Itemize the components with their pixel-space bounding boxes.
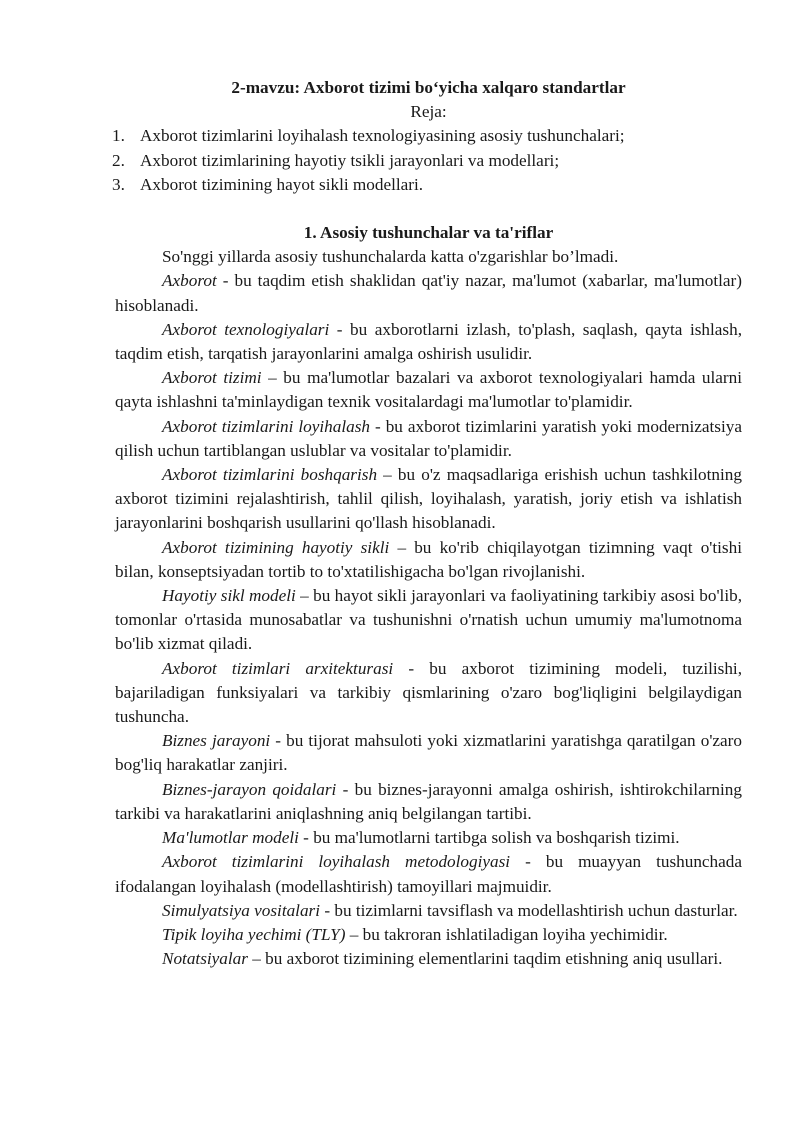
definition-text: - bu axborotlarni izlash, to'plash, saqlash, qayta ishlash, taqdim etish, tarqatish jarayonlarini amalga oshirish usulidir. <box>115 319 742 364</box>
definition-text: – bu ko'rib chiqilayotgan tizimning vaqt o'tishi bilan, konseptsiyadan tortib to to'xtatilishigacha bo'lgan rivojlanishi. <box>115 537 742 581</box>
definition-text: – bu axborot tizimining elementlarini taqdim etishning aniq usullari. <box>247 949 723 969</box>
definition-text: – bu ma'lumotlar bazalari va axborot texnologiyalari hamda ularni qayta ishlashni ta'minlaydigan texnik vositalardagi ma'lumotlar to'plamidir. <box>115 368 743 412</box>
definition-text: - bu biznes-jarayonni amalga oshirish, ishtirokchilarning tarkibi va harakatlarini aniqlashning aniq belgilangan tartibi. <box>115 779 742 823</box>
definition-paragraph <box>115 923 742 947</box>
definition-paragraph <box>115 850 742 898</box>
definition-text: – bu o'z maqsadlariga erishish uchun tashkilotning axborot tizimini rejalashtirish, tahlil qilish, loyihalash, yaratish, joriy etish va ishlatish jarayonlarini boshqarish usullarini qo'llash hisoblanadi. <box>115 465 742 533</box>
definition-paragraph <box>115 415 742 463</box>
plan-label: Reja: <box>410 102 447 122</box>
definition-term: Hayotiy sikl modeli <box>162 586 296 606</box>
page-title: 2-mavzu: Axborot tizimi bo‘yicha xalqaro standartlar <box>231 78 626 97</box>
plan-item <box>112 173 742 197</box>
definition-text: - bu axborot tizimining modeli, tuzilishi, bajariladigan funksiyalari va tarkibiy qismlarining o'zaro bog'liqligini belgilaydigan tushuncha. <box>115 658 743 727</box>
definition-term: Notatsiyalar <box>162 949 248 969</box>
definition-text: - bu muayyan tushunchada ifodalangan loyihalash (modellashtirish) tamoyillari majmuidir. <box>115 852 743 896</box>
definition-text: - bu ma'lumotlarni tartibga solish va boshqarish tizimi. <box>298 828 680 848</box>
plan-item-number: 3. <box>112 174 125 194</box>
definition-paragraph <box>115 366 742 414</box>
definition-paragraph <box>115 536 742 584</box>
plan-item <box>112 149 742 173</box>
definition-term: Axborot tizimi <box>162 368 262 388</box>
plan-item-text: Axborot tizimining hayot sikli modellari. <box>140 174 424 194</box>
definition-term: Axborot tizimlarini loyihalash metodologiyasi <box>162 852 511 872</box>
definition-paragraph <box>115 318 742 366</box>
definition-paragraph <box>115 899 742 923</box>
definition-paragraph <box>115 657 742 730</box>
plan-item-number: 2. <box>112 150 125 170</box>
definition-text: - bu tijorat mahsuloti yoki xizmatlarini yaratishga qaratilgan o'zaro bog'liq harakatlar zanjiri. <box>115 731 742 775</box>
definition-paragraph <box>115 463 742 536</box>
definition-term: Axborot tizimlari arxitekturasi <box>162 658 394 678</box>
definition-paragraph <box>115 826 742 850</box>
definition-term: Axborot texnologiyalari <box>162 319 330 339</box>
definition-term: Axborot tizimlarini loyihalash <box>162 416 370 436</box>
definition-paragraph <box>115 269 742 317</box>
plan-item-text: Axborot tizimlarini loyihalash texnologiyasining asosiy tushunchalari; <box>140 126 625 146</box>
plan-item-text: Axborot tizimlarining hayotiy tsikli jarayonlari va modellari; <box>140 150 560 170</box>
definition-term: Axborot tizimining hayotiy sikli <box>162 537 390 557</box>
plan-item <box>112 124 742 148</box>
definition-term: Ma'lumotlar modeli <box>162 828 299 848</box>
definition-text: – bu takroran ishlatiladigan loyiha yechimidir. <box>345 924 668 944</box>
definition-paragraph <box>115 584 742 657</box>
definition-term: Tipik loyiha yechimi (TLY) <box>162 924 346 944</box>
definition-term: Axborot tizimlarini boshqarish <box>162 465 378 485</box>
plan-item-number: 1. <box>112 126 125 146</box>
definition-term: Axborot <box>162 271 217 291</box>
definition-term: Biznes-jarayon qoidalari <box>162 779 337 799</box>
definition-paragraph <box>115 778 742 826</box>
definition-term: Simulyatsiya vositalari <box>162 900 321 920</box>
definition-text: - bu tizimlarni tavsiflash va modellashtirish uchun dasturlar. <box>320 900 738 920</box>
definition-text: - bu taqdim etish shaklidan qat'iy nazar, ma'lumot (xabarlar, ma'lumotlar) hisoblanadi. <box>115 271 742 315</box>
intro-paragraph: So'nggi yillarda asosiy tushunchalarda katta o'zgarishlar bo’lmadi. <box>162 247 619 267</box>
definition-text: – bu hayot sikli jarayonlari va faoliyatining tarkibiy asosi bo'lib, tomonlar o'rtasida munosabatlar va tushunishni o'rnatish uchun umumiy ma'lumotnoma bo'lib xizmat qiladi. <box>115 586 742 654</box>
definition-text: - bu axborot tizimlarini yaratish yoki modernizatsiya qilish uchun tartiblangan uslublar va vositalar to'plamidir. <box>115 416 742 460</box>
plan-list <box>112 124 742 197</box>
section-title: 1. Asosiy tushunchalar va ta'riflar <box>303 223 554 243</box>
definition-paragraph <box>115 947 742 971</box>
definition-paragraph <box>115 729 742 777</box>
definition-term: Biznes jarayoni <box>162 731 271 751</box>
